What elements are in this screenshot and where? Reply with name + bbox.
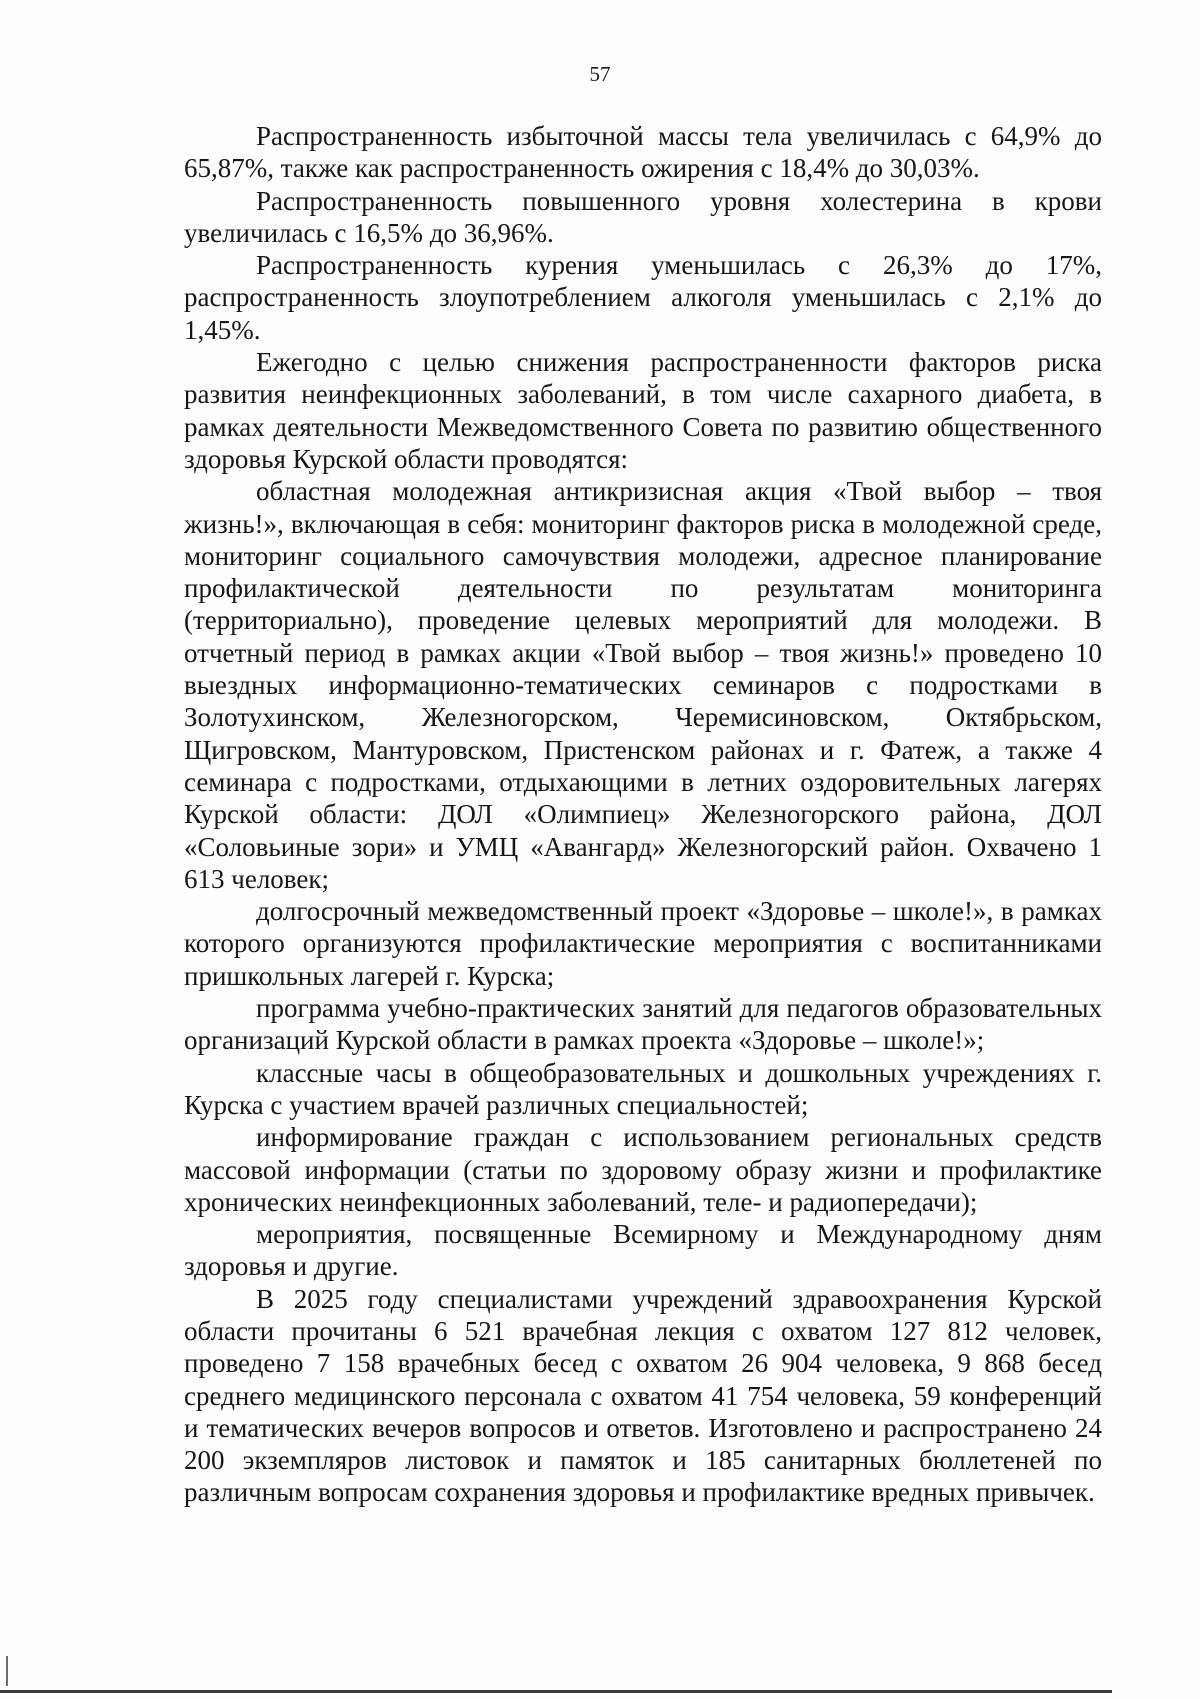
paragraph-smoking-alcohol: Распространенность курения уменьшилась с 26,3% до 17%, распространенность злоупотреблением алкоголя уменьшилась с 2,1% до 1,45%. [184,250,1102,345]
paragraph-youth-campaign: областная молодежная антикризисная акция «Твой выбор – твоя жизнь!», включающая в себя: мониторинг факторов риска в молодежной среде, мониторинг социального самочувствия молодежи, адресное планирование профилактической деятельности по результатам мониторинга (территориально), проведение целевых мероприятий для молодежи. В отчетный период в рамках акции «Твой выбор – твоя жизнь!» проведено 10 выездных информационно-тематических семинаров с подростками в Золотухинском, Железногорском, Черемисиновском, Октябрьском, Щигровском, Мантуровском, Пристенском районах и г. Фатеж, а также 4 семинара с подростками, отдыхающими в летних оздоровительных лагерях Курской области: ДОЛ «Олимпиец» Железногорского района, ДОЛ «Соловьиные зори» и УМЦ «Авангард» Железногорский район. Охвачено 1 613 человек; [184,476,1102,894]
paragraph-school-project: долгосрочный межведомственный проект «Здоровье – школе!», в рамках которого организуются профилактические мероприятия с воспитанниками пришкольных лагерей г. Курска; [184,896,1102,991]
page-number: 57 [589,62,611,86]
paragraph-overweight: Распространенность избыточной массы тела увеличилась с 64,9% до 65,87%, также как распространенность ожирения с 18,4% до 30,03%. [184,121,1102,184]
scan-bottom-edge [0,1690,1112,1693]
paragraph-class-hours: классные часы в общеобразовательных и дошкольных учреждениях г. Курска с участием врачей различных специальностей; [184,1057,1102,1120]
paragraph-2025-statistics: В 2025 году специалистами учреждений здравоохранения Курской области прочитаны 6 521 врачебная лекция с охватом 127 812 человек, проведено 7 158 врачебных бесед с охватом 26 904 человека, 9 868 бесед среднего медицинского персонала с охватом 41 754 человека, 59 конференций и тематических вечеров вопросов и ответов. Изготовлено и распространено 24 200 экземпляров листовок и памяток и 185 санитарных бюллетеней по различным вопросам сохранения здоровья и профилактике вредных привычек. [184,1283,1102,1508]
paragraph-annual-measures: Ежегодно с целью снижения распространенности факторов риска развития неинфекционных заболеваний, в том числе сахарного диабета, в рамках деятельности Межведомственного Совета по развитию общественного здоровья Курской области проводятся: [184,347,1102,474]
paragraph-cholesterol: Распространенность повышенного уровня холестерина в крови увеличилась с 16,5% до 36,96%. [184,185,1102,248]
scan-edge-mark [6,1656,8,1686]
paragraph-media-info: информирование граждан с использованием региональных средств массовой информации (статьи по здоровому образу жизни и профилактике хронических неинфекционных заболеваний, теле- и радиопередачи); [184,1122,1102,1217]
paragraph-teacher-program: программа учебно-практических занятий для педагогов образовательных организаций Курской области в рамках проекта «Здоровье – школе!»; [184,993,1102,1056]
paragraph-health-days: мероприятия, посвященные Всемирному и Международному дням здоровья и другие. [184,1219,1102,1282]
document-body [184,120,1102,1509]
